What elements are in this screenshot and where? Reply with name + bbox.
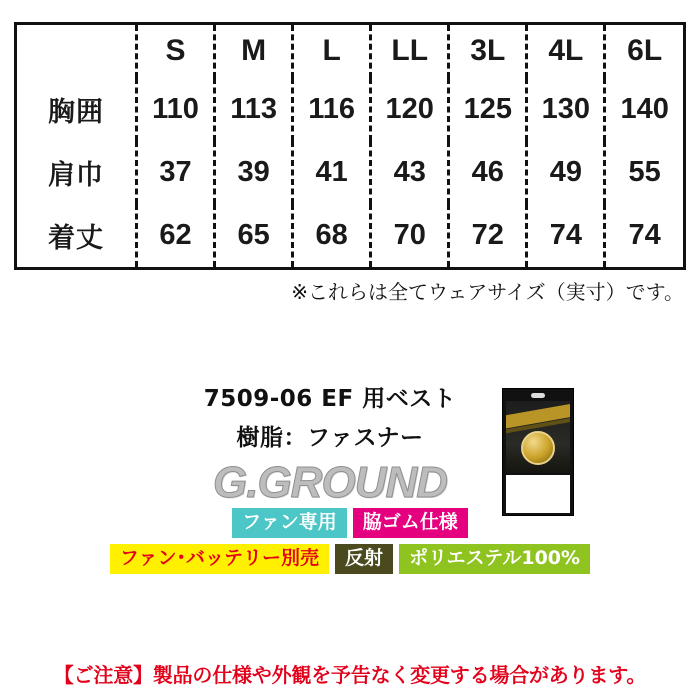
badge-side-elastic: 脇ゴム仕様 bbox=[353, 508, 468, 538]
size-note: ※これらは全てウェアサイズ（実寸）です。 bbox=[291, 280, 684, 304]
cell-length-ll: 70 bbox=[371, 204, 449, 267]
badge-polyester-100: ポリエステル100% bbox=[399, 544, 590, 574]
row-label-shoulder: 肩巾 bbox=[48, 159, 104, 191]
cell-chest-l: 116 bbox=[293, 78, 371, 141]
badge-row-1 bbox=[0, 508, 700, 538]
row-label-chest: 胸囲 bbox=[48, 96, 104, 128]
cell-chest-4l: 130 bbox=[527, 78, 605, 141]
cell-shoulder-4l: 49 bbox=[527, 141, 605, 204]
badge-fan-only: ファン専用 bbox=[232, 508, 347, 538]
column-header-l: L bbox=[293, 25, 371, 78]
table-row bbox=[17, 78, 683, 141]
badge-fan-battery-sold-separately: ファン･バッテリー別売 bbox=[110, 544, 329, 574]
hang-tag-image bbox=[502, 388, 574, 516]
column-header-m: M bbox=[215, 25, 293, 78]
product-info bbox=[0, 380, 700, 508]
column-header-4l: 4L bbox=[527, 25, 605, 78]
size-table bbox=[14, 22, 686, 270]
cell-length-s: 62 bbox=[137, 204, 215, 267]
cell-length-l: 68 bbox=[293, 204, 371, 267]
cell-length-6l: 74 bbox=[605, 204, 683, 267]
column-header-6l: 6L bbox=[605, 25, 683, 78]
caution-note: 【ご注意】製品の仕様や外観を予告なく変更する場合があります。 bbox=[53, 663, 647, 687]
cell-chest-6l: 140 bbox=[605, 78, 683, 141]
tag-top-strip bbox=[506, 392, 570, 401]
tag-emblem-icon bbox=[521, 431, 555, 465]
cell-shoulder-l: 41 bbox=[293, 141, 371, 204]
cell-chest-s: 110 bbox=[137, 78, 215, 141]
product-title: 7509-06 EF 用ベスト bbox=[203, 386, 457, 412]
cell-shoulder-s: 37 bbox=[137, 141, 215, 204]
cell-shoulder-6l: 55 bbox=[605, 141, 683, 204]
table-row bbox=[17, 204, 683, 267]
column-header-3l: 3L bbox=[449, 25, 527, 78]
cell-length-m: 65 bbox=[215, 204, 293, 267]
cell-chest-ll: 120 bbox=[371, 78, 449, 141]
cell-length-3l: 72 bbox=[449, 204, 527, 267]
cell-chest-3l: 125 bbox=[449, 78, 527, 141]
row-label-length: 着丈 bbox=[48, 222, 104, 254]
cell-shoulder-ll: 43 bbox=[371, 141, 449, 204]
tag-hole bbox=[531, 393, 545, 398]
column-header-s: S bbox=[137, 25, 215, 78]
table-corner-cell bbox=[17, 25, 137, 78]
badge-reflective: 反射 bbox=[335, 544, 393, 574]
cell-length-4l: 74 bbox=[527, 204, 605, 267]
cell-shoulder-m: 39 bbox=[215, 141, 293, 204]
table-header-row bbox=[17, 25, 683, 78]
cell-shoulder-3l: 46 bbox=[449, 141, 527, 204]
cell-chest-m: 113 bbox=[215, 78, 293, 141]
badge-row-2 bbox=[0, 544, 700, 574]
brand-logo: G.GROUND bbox=[213, 458, 447, 507]
feature-badges bbox=[0, 508, 700, 580]
product-subtitle: 樹脂：ファスナー bbox=[236, 425, 424, 451]
tag-dark-panel bbox=[506, 401, 570, 473]
column-header-ll: LL bbox=[371, 25, 449, 78]
table-row bbox=[17, 141, 683, 204]
